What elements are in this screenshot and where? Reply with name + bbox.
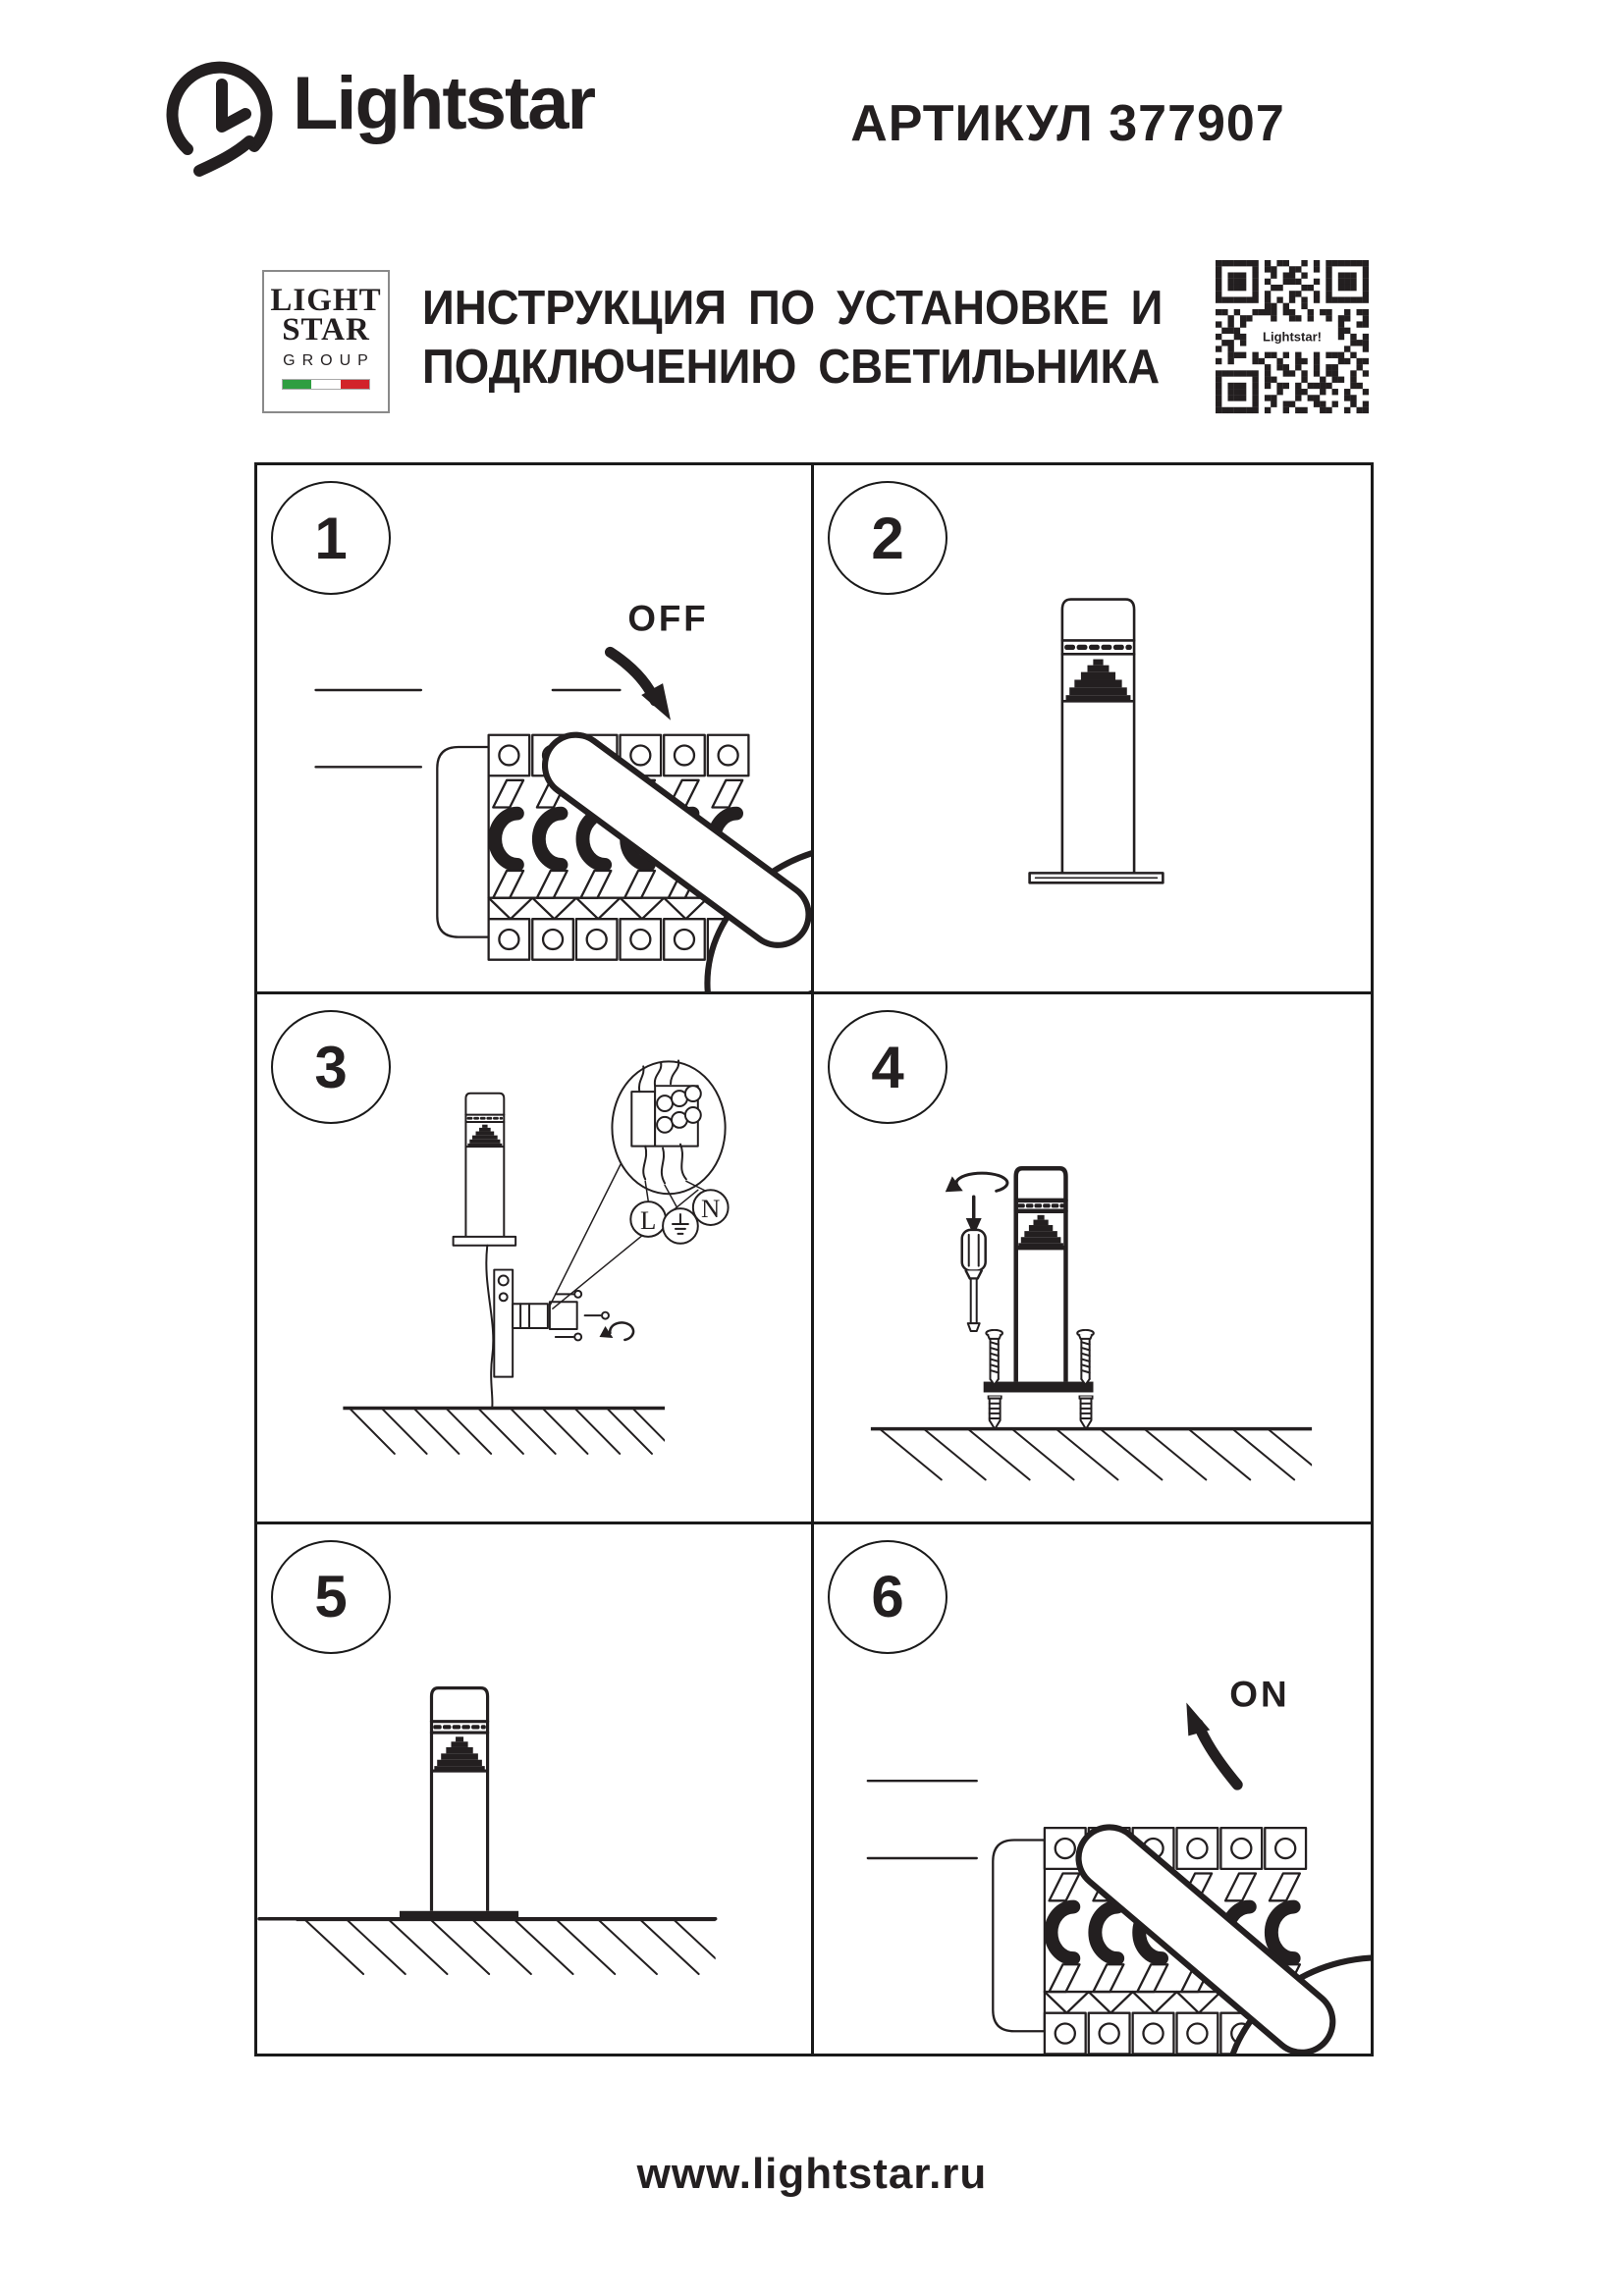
step-5-panel [257,1524,814,2054]
step-number-badge: 6 [828,1540,947,1654]
wall-plug [988,1396,1001,1429]
wall-plug [1079,1396,1093,1429]
flag-red [341,380,369,389]
article-number: АРТИКУЛ 377907 [850,95,1285,152]
step-number-badge: 3 [271,1010,391,1124]
screw [1077,1330,1094,1385]
on-arrow [1198,1724,1237,1785]
step-number-badge: 5 [271,1540,391,1654]
bollard-lamp [1062,600,1134,874]
mounting-screws [556,1291,609,1341]
rotate-screw-arrow [610,1323,633,1341]
mains-cable [486,1246,493,1408]
flag-white [311,380,340,389]
ground-hatch [871,1429,1312,1480]
group-logo-light: LIGHT [270,283,382,318]
qr-code [1216,259,1369,414]
lightstar-group-logo [262,270,390,413]
screwdriver [946,1173,1007,1331]
page-title [422,279,1164,398]
lamp-base-plate [984,1382,1094,1393]
step-number-badge: 2 [828,481,947,595]
rotate-arrow [956,1173,1007,1191]
instruction-steps-grid [254,462,1374,2056]
cover-frame [550,1303,577,1330]
detail-leader-line [550,1162,622,1307]
brand-wordmark: Lightstar [293,62,595,145]
flag-green [283,380,311,389]
screw [986,1330,1002,1385]
on-arrowhead [1186,1702,1210,1735]
bollard-lamp-bold [1016,1169,1066,1382]
detail-leader-line [553,1191,698,1309]
step-2-panel [814,465,1371,994]
qr-center-logo: Lightstar! [1259,329,1326,346]
italian-flag-bar [282,379,370,390]
lamp-base-plate [454,1237,516,1246]
ground-hatch [297,1919,716,1974]
supply-wires [868,1781,977,1858]
live-letter: L [639,1205,657,1236]
title-line-2: ПОДКЛЮЧЕНИЮ СВЕТИЛЬНИКА [422,341,1161,395]
bollard-lamp-small [465,1094,504,1237]
title-line-1: ИНСТРУКЦИЯ ПО УСТАНОВКЕ И [422,282,1164,335]
step-number-badge: 4 [828,1010,947,1124]
step-3-panel [257,994,814,1523]
group-logo-star: STAR [282,312,370,348]
step-number-badge: 1 [271,481,391,595]
bollard-lamp [431,1687,487,1910]
step-1-panel [257,465,814,994]
step-4-panel [814,994,1371,1523]
ground-hatch [343,1409,665,1454]
on-label: ON [1229,1674,1290,1715]
step-6-panel [814,1524,1371,2054]
neutral-letter: N [701,1194,721,1224]
off-label: OFF [627,598,709,639]
website-url: www.lightstar.ru [636,2150,988,2198]
group-logo-group: GROUP [283,351,375,369]
lightstar-bulb-icon [163,51,279,188]
